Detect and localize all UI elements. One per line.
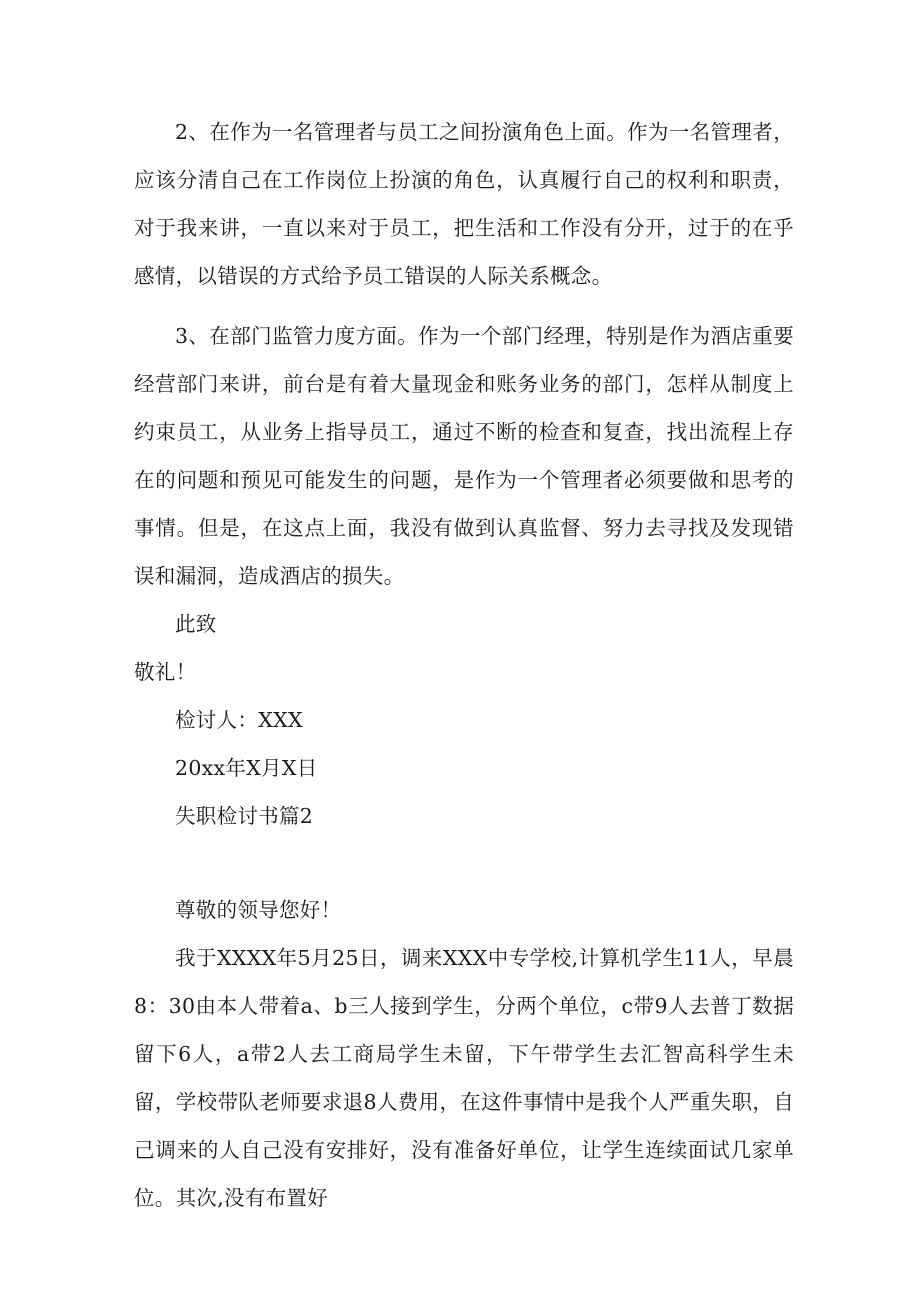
greeting-line: 尊敬的领导您好！ bbox=[175, 898, 342, 922]
salute-text: 敬礼！ bbox=[134, 660, 197, 684]
document-body bbox=[134, 108, 794, 1222]
section-title: 失职检讨书篇2 bbox=[175, 804, 314, 828]
closing-text: 此致 bbox=[175, 612, 217, 636]
spacer bbox=[134, 300, 794, 312]
paragraph-supervision: 3、在部门监管力度方面。作为一个部门经理，特别是作为酒店重要经营部门来讲，前台是有着大量现金和账务业务的部门，怎样从制度上约束员工，从业务上指导员工，通过不断的检查和复查，找出流程上存在的问题和预见可能发生的问题，是作为一个管理者必须要做和思考的事情。但是，在这点上面，我没有做到认真监督、努力去寻找及发现错误和漏洞，造成酒店的损失。 bbox=[134, 324, 794, 588]
paragraph-role: 2、在作为一名管理者与员工之间扮演角色上面。作为一名管理者，应该分清自己在工作岗位上扮演的角色，认真履行自己的权利和职责，对于我来讲，一直以来对于员工，把生活和工作没有分开，过于的在乎感情，以错误的方式给予员工错误的人际关系概念。 bbox=[134, 120, 794, 288]
signer-line: 检讨人：XXX bbox=[175, 708, 303, 732]
date-line: 20xx年X月X日 bbox=[175, 756, 318, 780]
spacer bbox=[134, 840, 794, 886]
paragraph-incident: 我于XXXX年5月25日，调来XXX中专学校,计算机学生11人，早晨8：30由本人带着a、b三人接到学生，分两个单位，c带9人去普丁数据留下6人，a带2人去工商局学生未留，下午带学生去汇智高科学生未留，学校带队老师要求退8人费用，在这件事情中是我个人严重失职，自己调来的人自己没有安排好，没有准备好单位，让学生连续面试几家单位。其次,没有布置好 bbox=[134, 946, 794, 1210]
